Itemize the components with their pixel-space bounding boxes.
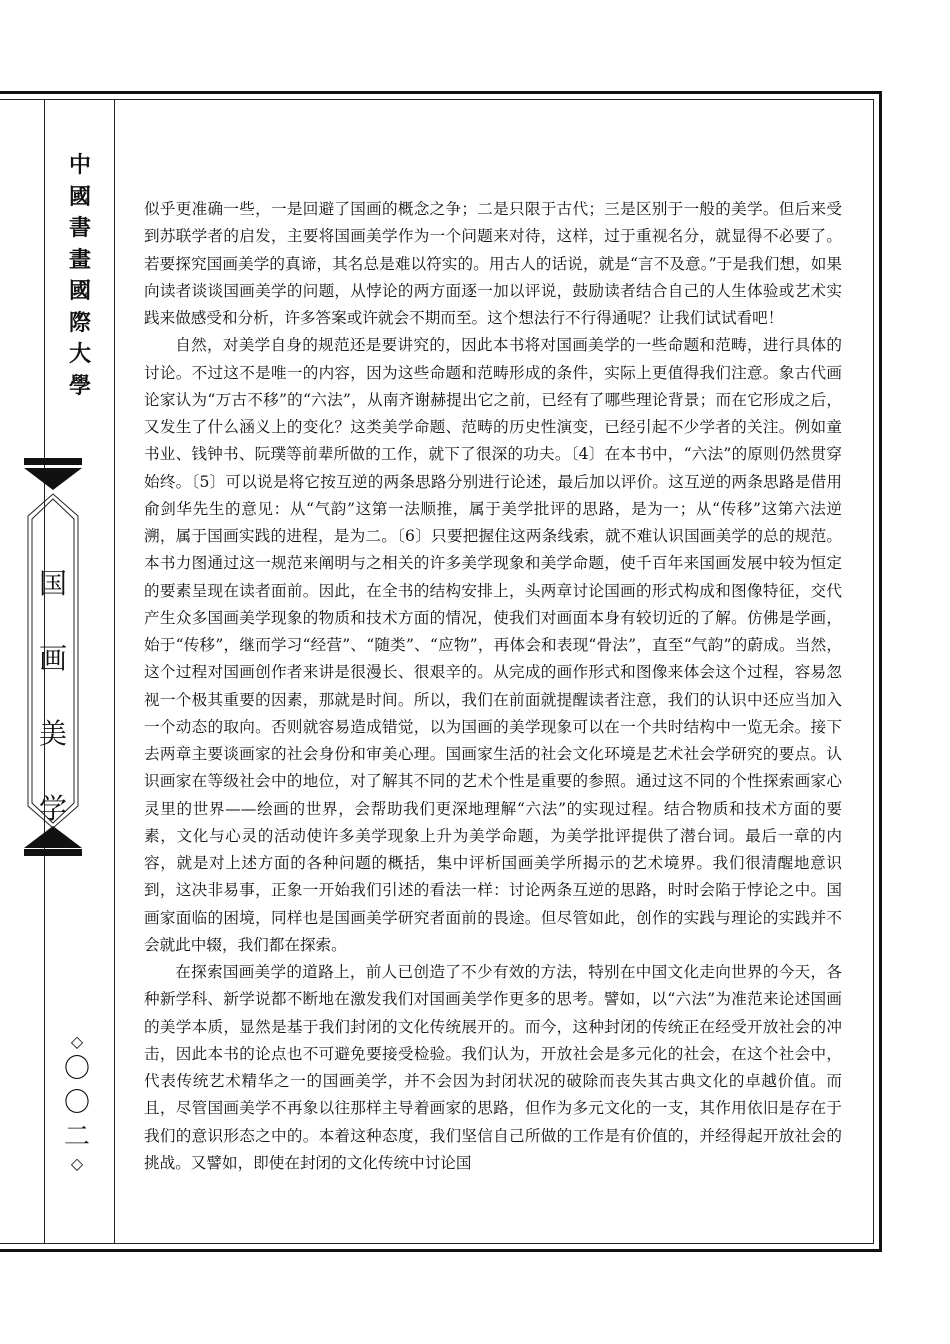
- book-title-char: 国: [38, 567, 67, 600]
- body-text: [144, 196, 842, 1177]
- series-title-char: 國: [68, 279, 91, 304]
- ornament-bar-top: [24, 458, 82, 465]
- ornament-bar-bottom: [24, 849, 82, 856]
- book-title-char: 画: [38, 642, 67, 675]
- series-title-char: 際: [68, 310, 91, 336]
- ornament-triangle-bottom: [24, 826, 82, 848]
- book-title-char: 学: [38, 792, 67, 825]
- series-title-char: 書: [68, 216, 91, 241]
- series-title-char: 畫: [68, 247, 91, 273]
- book-title-panel: [24, 486, 82, 836]
- page-number-digit: 〇: [63, 1088, 90, 1118]
- sidebar-rule-right: [114, 99, 115, 1244]
- paragraph: 似乎更准确一些，一是回避了国画的概念之争；二是只限于古代；三是区别于一般的美学。但后来受到苏联学者的启发，主要将国画美学作为一个问题来对待，这样，过于重视名分，就显得不必要了。若要探究国画美学的真谛，其名总是难以符实的。用古人的话说，就是“言不及意。”于是我们想，如果向读者谈谈国画美学的问题，从悖论的两方面逐一加以评说，鼓励读者结合自己的人生体验或艺术实践来做感受和分析，许多答案或许就会不期而至。这个想法行不行得通呢？让我们试试看吧！: [144, 200, 842, 327]
- diamond-icon: ◇: [70, 1032, 84, 1051]
- series-title-char: 大: [68, 342, 91, 367]
- series-title-char: 學: [68, 373, 91, 399]
- paragraph: 自然，对美学自身的规范还是要讲究的，因此本书将对国画美学的一些命题和范畴，进行具体的讨论。不过这不是唯一的内容，因为这些命题和范畴形成的条件，实际上更值得我们注意。象古代画论家认为“万古不移”的“六法”，从南齐谢赫提出它之前，已经有了哪些理论背景；而在它形成之后，又发生了什么涵义上的变化？这类美学命题、范畴的历史性演变，已经引起不少学者的关注。例如童书业、钱钟书、阮璞等前辈所做的工作，就下了很深的功夫。〔4〕在本书中，“六法”的原则仍然贯穿始终。〔5〕可以说是将它按互逆的两条思路分别进行论述，最后加以评价。这互逆的两条思路是借用俞剑华先生的意见：从“气韵”这第一法顺推，属于美学批评的思路，是为一；从“传移”这第六法逆溯，属于国画实践的进程，是为二。〔6〕只要把握住这两条线索，就不难认识国画美学的总的规范。本书力图通过这一规范来阐明与之相关的许多美学现象和美学命题，使千百年来国画发展中较为恒定的要素呈现在读者面前。因此，在全书的结构安排上，头两章讨论国画的形式构成和图像特征，交代产生众多国画美学现象的物质和技术方面的情况，使我们对画面本身有较切近的了解。仿佛是学画，始于“传移”，继而学习“经营”、“随类”、“应物”，再体会和表现“骨法”，直至“气韵”的蔚成。当然，这个过程对国画创作者来讲是很漫长、很艰辛的。从完成的画作形式和图像来体会这个过程，容易忽视一个极其重要的因素，那就是时间。所以，我们在前面就提醒读者注意，我们的认识中还应当加入一个动态的取向。否则就容易造成错觉，以为国画的美学现象可以在一个共时结构中一览无余。接下去两章主要谈画家的社会身份和审美心理。国画家生活的社会文化环境是艺术社会学研究的要点。认识画家在等级社会中的地位，对了解其不同的艺术个性是重要的参照。通过这不同的个性探索画家心灵里的世界——绘画的世界，会帮助我们更深地理解“六法”的实现过程。结合物质和技术方面的要素，文化与心灵的活动使许多美学现象上升为美学命题，为美学批评提供了潜台词。最后一章的内容，就是对上述方面的各种问题的概括，集中评析国画美学所揭示的艺术境界。我们很清醒地意识到，这决非易事，正象一开始我们引述的看法一样：讨论两条互逆的思路，时时会陷于悖论之中。国画家面临的困境，同样也是国画美学研究者面前的畏途。但尽管如此，创作的实践与理论的实践并不会就此中辍，我们都在探索。: [144, 336, 842, 954]
- page-number-digit: 〇: [63, 1054, 90, 1084]
- diamond-icon: ◇: [70, 1154, 84, 1173]
- page-number-digit: 二: [63, 1122, 90, 1152]
- page-number: [62, 1032, 92, 1174]
- series-title-char: 中: [68, 153, 91, 178]
- book-title-char: 美: [38, 717, 67, 750]
- series-title: [60, 150, 100, 402]
- book-title: [24, 546, 82, 846]
- series-title-char: 國: [68, 184, 91, 210]
- paragraph: 在探索国画美学的道路上，前人已创造了不少有效的方法，特别在中国文化走向世界的今天，各种新学科、新学说都不断地在激发我们对国画美学作更多的思考。譬如，以“六法”为准范来论述国画的美学本质，显然是基于我们封闭的文化传统展开的。而今，这种封闭的传统正在经受开放社会的冲击，因此本书的论点也不可避免要接受检验。我们认为，开放社会是多元化的社会，在这个社会中，代表传统艺术精华之一的国画美学，并不会因为封闭状况的破除而丧失其古典文化的卓越价值。而且，尽管国画美学不再象以往那样主导着画家的思路，但作为多元文化的一支，其作用依旧是存在于我们的意识形态之中的。本着这种态度，我们坚信自己所做的工作是有价值的，并经得起开放社会的挑战。又譬如，即使在封闭的文化传统中讨论国: [144, 963, 842, 1172]
